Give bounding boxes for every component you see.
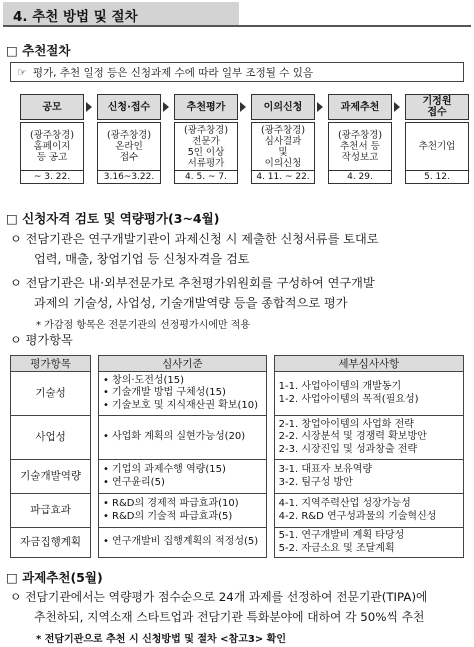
- recommendation-note: * 전담기관으로 추천 시 신청방법 및 절차 <참고3> 확인: [36, 634, 286, 645]
- detail-item: 2-1. 창업아이템의 사업화 전략: [278, 418, 414, 430]
- recommendation-para-line2: 추천하되, 지역소재 스타트업과 전담기관 특화분야에 대하여 각 50%씩 추천: [34, 610, 425, 624]
- flow-step-date: 4. 11. ~ 22.: [251, 171, 315, 184]
- table-row: [11, 372, 464, 416]
- flow-step-1: [20, 94, 84, 184]
- eval-criteria: [98, 494, 266, 528]
- eval-items-heading: ㅇ 평가항목: [10, 333, 73, 347]
- criteria-item: • R&D의 기술적 파급효과(5): [102, 510, 233, 522]
- detail-item: 1-1. 사업아이템의 개발동기: [278, 381, 402, 392]
- criteria-item: • 기술보호 및 지식재산권 확보(10): [102, 399, 259, 411]
- detail-item: 2-2. 시장분석 및 경쟁력 확보방안: [278, 431, 427, 443]
- flow-step-desc: 추천기업: [405, 122, 469, 171]
- qualification-heading: □ 신청자격 검토 및 역량평가(3~4월): [6, 211, 220, 226]
- pointing-hand-icon: ☞: [17, 65, 27, 79]
- flow-step-date: 5. 12.: [405, 171, 469, 184]
- flow-step-date: ~ 3. 22.: [20, 171, 84, 184]
- detail-item: 1-2. 사업아이템의 목적(필요성): [278, 393, 419, 405]
- criteria-item: • 기술개발 방법 구체성(15): [102, 387, 226, 399]
- detail-item: 2-3. 시장진입 및 성과창출 전략: [278, 443, 418, 455]
- flow-step-title: 신청·접수: [97, 94, 161, 120]
- header-criteria: 심사기준: [98, 356, 266, 372]
- flow-step-desc: (광주창경) 추천서 등 작성보고: [328, 122, 392, 171]
- eval-details: [274, 372, 463, 416]
- evaluation-table: [10, 355, 464, 558]
- criteria-item: • 기업의 과제수행 역량(15): [102, 464, 226, 475]
- flow-step-desc: (광주창경) 홈페이지 등 공고: [20, 122, 84, 171]
- qualification-para2-line2: 과제의 기술성, 사업성, 기술개발역량 등을 종합적으로 평가: [34, 296, 348, 310]
- flow-step-4: [251, 94, 315, 184]
- eval-details: [274, 460, 463, 494]
- eval-item: 기술개발역량: [11, 460, 91, 494]
- flow-step-desc: (광주창경) 온라인 접수: [97, 122, 161, 171]
- eval-item: 사업성: [11, 416, 91, 460]
- criteria-item: • 사업화 계획의 실현가능성(20): [102, 431, 246, 443]
- flow-step-desc: (광주창경) 전문가 5인 이상 서류평가: [174, 122, 238, 171]
- procedure-note-box: [10, 62, 464, 82]
- flow-step-date: 3.16~3.22.: [97, 171, 161, 184]
- flow-arrow-icon: [317, 102, 323, 112]
- header-underline: [3, 25, 471, 27]
- eval-criteria: [98, 416, 266, 460]
- qualification-para2-line1: ㅇ 전담기관은 내·외부전문가로 추천평가위원회를 구성하여 연구개발: [10, 276, 375, 290]
- flow-arrow-icon: [86, 102, 92, 112]
- flow-step-5: [328, 94, 392, 184]
- recommendation-para-line1: ㅇ 전담기관에서는 역량평가 점수순으로 24개 과제를 선정하여 전문기관(TIPA)에: [10, 590, 428, 604]
- detail-item: 3-1. 대표자 보유역량: [278, 464, 373, 475]
- table-row: [11, 416, 464, 460]
- eval-details: [274, 416, 463, 460]
- flow-arrow-icon: [394, 102, 400, 112]
- procedure-heading: □ 추천절차: [6, 43, 71, 58]
- table-row: [11, 528, 464, 558]
- section-title: 4. 추천 방법 및 절차: [13, 9, 138, 25]
- detail-item: 4-1. 지역주력산업 성장가능성: [278, 498, 411, 509]
- eval-criteria: [98, 460, 266, 494]
- detail-item: 5-1. 연구개발비 계획 타당성: [278, 530, 405, 541]
- flow-step-title: 기정원 접수: [405, 94, 469, 120]
- eval-details: [274, 528, 463, 558]
- table-row: [11, 494, 464, 528]
- eval-item: 파급효과: [11, 494, 91, 528]
- flow-step-title: 공모: [20, 94, 84, 120]
- flow-arrow-icon: [163, 102, 169, 112]
- recommendation-heading: □ 과제추천(5월): [6, 570, 103, 585]
- flow-step-2: [97, 94, 161, 184]
- table-row: [11, 460, 464, 494]
- header-item: 평가항목: [11, 356, 91, 372]
- flow-step-date: 4. 5. ~ 7.: [174, 171, 238, 184]
- header-details: 세부심사사항: [274, 356, 463, 372]
- criteria-item: • 연구개발비 집행계획의 적정성(5): [102, 536, 259, 548]
- flow-step-title: 추천평가: [174, 94, 238, 120]
- flow-step-date: 4. 29.: [328, 171, 392, 184]
- eval-item: 기술성: [11, 372, 91, 416]
- procedure-note: 평가, 추천 일정 등은 신청과제 수에 따라 일부 조정될 수 있음: [32, 66, 314, 79]
- flow-step-title: 이의신청: [251, 94, 315, 120]
- detail-item: 3-2. 팀구성 방안: [278, 476, 353, 488]
- qualification-para1-line2: 업력, 매출, 창업기업 등 신청자격을 검토: [34, 252, 250, 266]
- qualification-para1-line1: ㅇ 전담기관은 연구개발기관이 과제신청 시 제출한 신청서류를 토대로: [10, 232, 379, 246]
- criteria-item: • 창의·도전성(15): [102, 374, 185, 386]
- eval-criteria: [98, 528, 266, 558]
- criteria-item: • 연구윤리(5): [102, 476, 165, 488]
- qualification-note: * 가감점 항목은 전문기관의 선정평가시에만 적용: [36, 320, 251, 331]
- eval-criteria: [98, 372, 266, 416]
- table-header-row: [11, 356, 464, 372]
- flow-arrow-icon: [240, 102, 246, 112]
- criteria-item: • R&D의 경제적 파급효과(10): [102, 498, 239, 509]
- detail-item: 4-2. R&D 연구성과물의 기술혁신성: [278, 510, 437, 522]
- flow-step-title: 과제추천: [328, 94, 392, 120]
- flow-step-desc: (광주창경) 심사결과 및 이의신청: [251, 122, 315, 171]
- eval-item: 자금집행계획: [11, 528, 91, 558]
- eval-details: [274, 494, 463, 528]
- flow-step-6: [405, 94, 469, 184]
- flow-step-3: [174, 94, 238, 184]
- detail-item: 5-2. 자금소요 및 조달계획: [278, 542, 395, 554]
